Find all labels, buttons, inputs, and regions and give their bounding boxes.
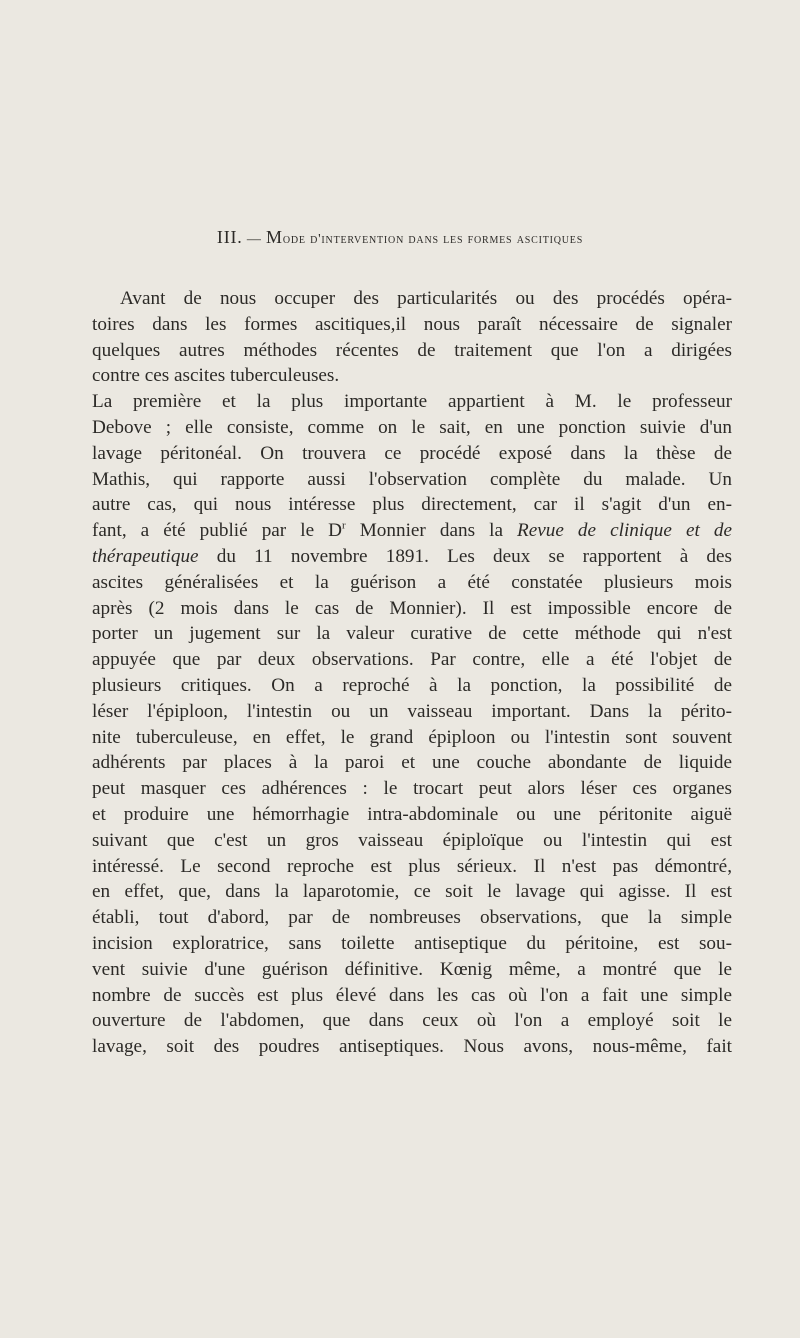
text-line: toires dans les formes ascitiques,il nous paraît nécessaire de signaler bbox=[92, 313, 732, 335]
heading-dash: — bbox=[242, 232, 267, 247]
text-line: vent suivie d'une guérison définitive. Kœnig même, a montré que le bbox=[92, 958, 732, 980]
text-line: autre cas, qui nous intéresse plus directement, car il s'agit d'un en- bbox=[92, 494, 732, 516]
text-fragment: du 11 novembre 1891. Les deux se rapportent à des bbox=[198, 545, 732, 567]
text-line bbox=[92, 518, 732, 544]
text-line: incision exploratrice, sans toilette antiseptique du péritoine, est sou- bbox=[92, 932, 732, 954]
text-fragment: Monnier dans la bbox=[345, 520, 518, 542]
section-number: III. bbox=[216, 227, 243, 247]
text-line: établi, tout d'abord, par de nombreuses observations, que la simple bbox=[92, 907, 732, 929]
text-line: et produire une hémorrhagie intra-abdominale ou une péritonite aiguë bbox=[92, 803, 732, 825]
text-line: quelques autres méthodes récentes de traitement que l'on a dirigées bbox=[92, 339, 732, 361]
text-line: nombre de succès est plus élevé dans les cas où l'on a fait une simple bbox=[92, 984, 732, 1006]
text-line: en effet, que, dans la laparotomie, ce soit le lavage qui agisse. Il est bbox=[92, 881, 732, 903]
text-line: porter un jugement sur la valeur curative de cette méthode qui n'est bbox=[92, 623, 732, 645]
text-line bbox=[92, 544, 732, 570]
journal-title-continued: thérapeutique bbox=[92, 545, 199, 567]
text-line: lavage péritonéal. On trouvera ce procédé exposé dans la thèse de bbox=[92, 442, 732, 464]
heading-initial: M bbox=[266, 227, 283, 247]
text-line: intéressé. Le second reproche est plus sérieux. Il n'est pas démontré, bbox=[92, 855, 732, 877]
text-line: Mathis, qui rapporte aussi l'observation complète du malade. Un bbox=[92, 468, 732, 490]
text-line: plusieurs critiques. On a reproché à la ponction, la possibilité de bbox=[92, 674, 732, 696]
text-line: léser l'épiploon, l'intestin ou un vaisseau important. Dans la périto- bbox=[92, 700, 732, 722]
text-line: adhérents par places à la paroi et une couche abondante de liquide bbox=[92, 752, 732, 774]
text-line: contre ces ascites tuberculeuses. bbox=[92, 365, 340, 387]
journal-title: Revue de clinique et de bbox=[517, 520, 732, 542]
text-line: appuyée que par deux observations. Par contre, elle a été l'objet de bbox=[92, 649, 732, 671]
text-line: après (2 mois dans le cas de Monnier). Il est impossible encore de bbox=[92, 597, 732, 619]
text-line: Avant de nous occuper des particularités ou des procédés opéra- bbox=[120, 288, 732, 309]
text-line: ouverture de l'abdomen, que dans ceux où l'on a employé soit le bbox=[92, 1010, 732, 1032]
superscript: r bbox=[342, 519, 346, 532]
body-text bbox=[92, 286, 732, 1060]
text-line: lavage, soit des poudres antiseptiques. Nous avons, nous-même, fait bbox=[92, 1036, 732, 1058]
heading-text: ode d'intervention dans les formes ascitiques bbox=[282, 232, 584, 247]
text-line: Debove ; elle consiste, comme on le sait, en une ponction suivie d'un bbox=[92, 416, 732, 438]
text-line: ascites généralisées et la guérison a été constatée plusieurs mois bbox=[92, 571, 732, 593]
text-line: peut masquer ces adhérences : le trocart peut alors léser ces organes bbox=[92, 778, 732, 800]
text-fragment: fant, a été publié par le D bbox=[92, 520, 343, 542]
section-heading bbox=[0, 227, 800, 248]
text-line: suivant que c'est un gros vaisseau épiploïque ou l'intestin qui est bbox=[92, 829, 732, 851]
text-line: La première et la plus importante appartient à M. le professeur bbox=[92, 391, 732, 413]
text-line: nite tuberculeuse, en effet, le grand épiploon ou l'intestin sont souvent bbox=[92, 726, 732, 748]
